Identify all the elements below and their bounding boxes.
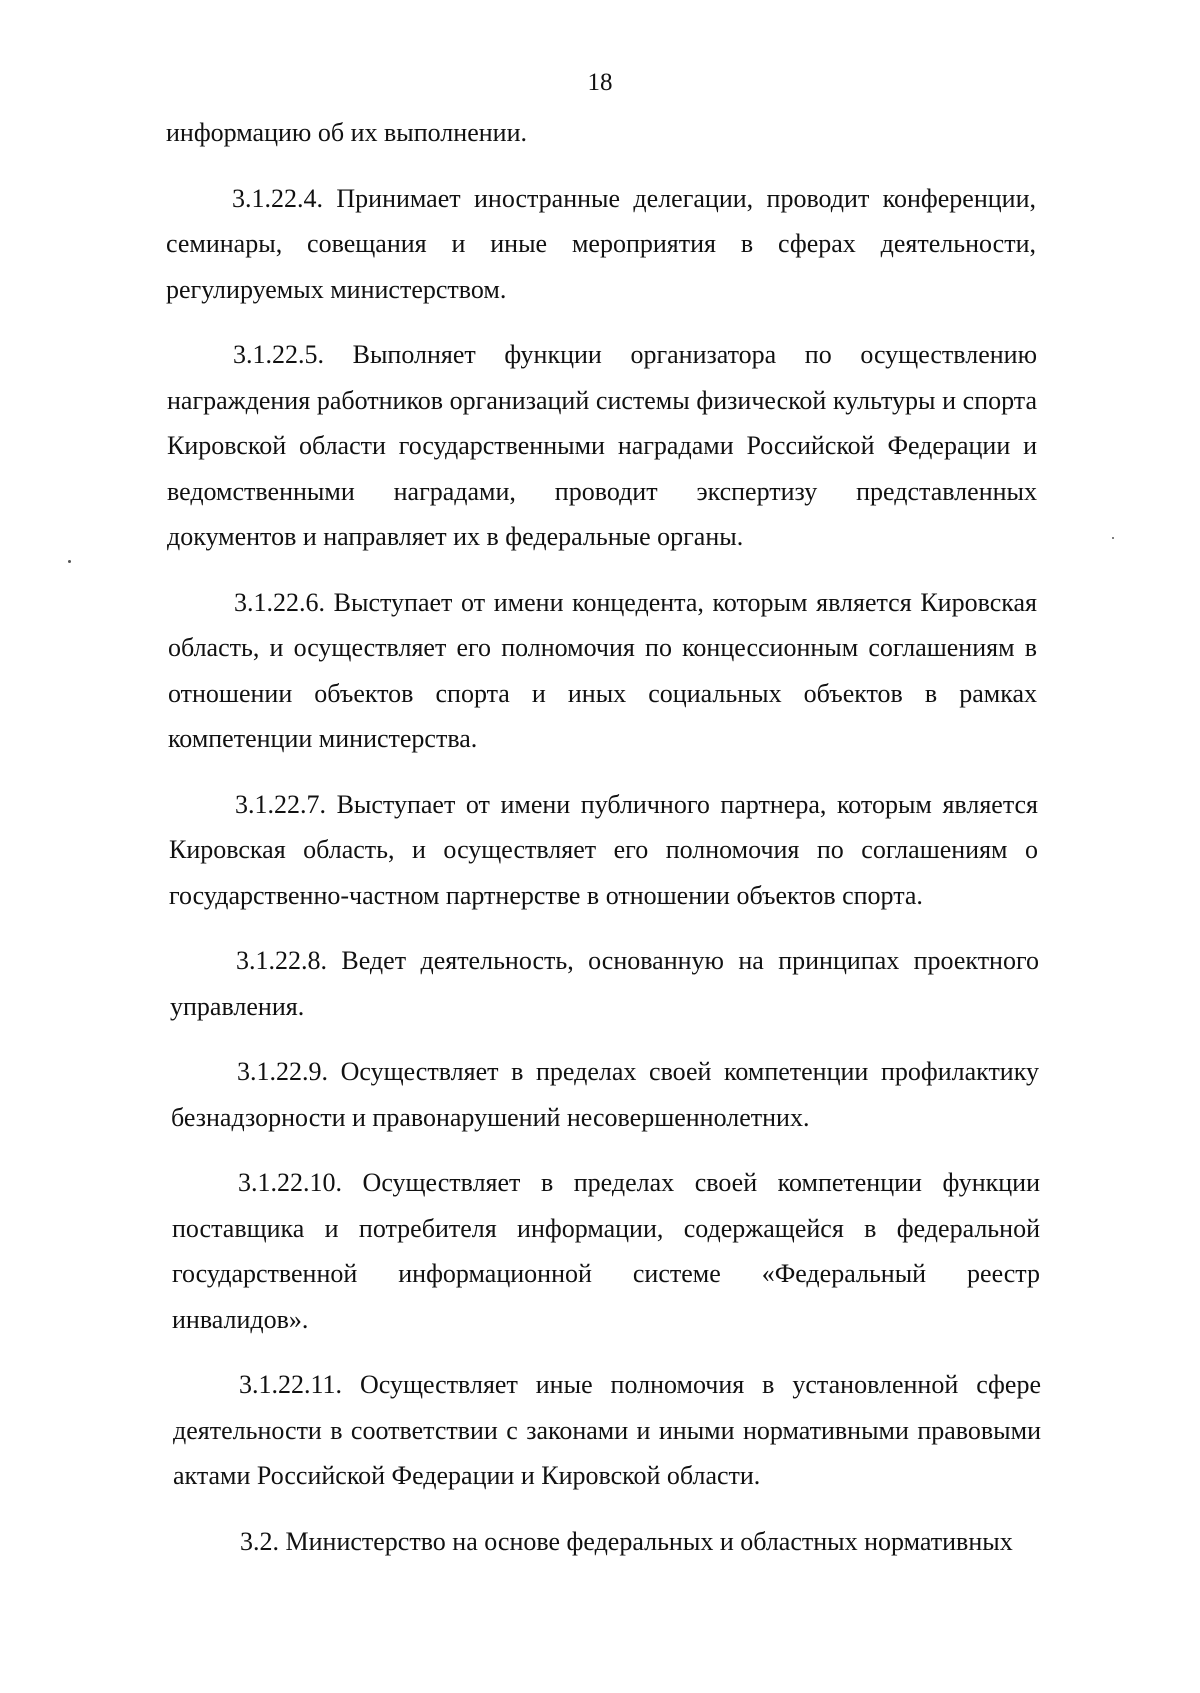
paragraph-3-2: 3.2. Министерство на основе федеральных и областных нормативных [240, 1526, 1013, 1556]
paragraph-3-1-22-4: 3.1.22.4. Принимает иностранные делегации, проводит конференции, семинары, совещания и иные мероприятия в сферах деятельности, регулируемых министерством. [166, 183, 1036, 304]
paragraph-3-1-22-10: 3.1.22.10. Осуществляет в пределах своей компетенции функции поставщика и потребителя информации, содержащейся в федеральной государственной информационной системе «Федеральный реестр инвалидов». [172, 1168, 1040, 1334]
scan-speck [68, 560, 71, 563]
paragraph-3-1-22-5: 3.1.22.5. Выполняет функции организатора по осуществлению награждения работников организаций системы физической культуры и спорта Кировской области государственными наградами Российской Федерации и ведомственными наградами, проводит экспертизу представленных документов и направляет их в федеральные органы. [167, 340, 1037, 551]
paragraph-continuation: информацию об их выполнении. [166, 118, 527, 147]
paragraph-3-1-22-7: 3.1.22.7. Выступает от имени публичного партнера, которым является Кировская область, и осуществляет его полномочия по соглашениям о государственно-частном партнерстве в отношении объектов спорта. [169, 789, 1038, 910]
scan-speck [1112, 537, 1114, 539]
paragraph-3-1-22-11: 3.1.22.11. Осуществляет иные полномочия в установленной сфере деятельности в соответствии с законами и иными нормативными правовыми актами Российской Федерации и Кировской области. [173, 1370, 1041, 1490]
paragraph-3-1-22-8: 3.1.22.8. Ведет деятельность, основанную на принципах проектного управления. [170, 946, 1039, 1021]
document-body [0, 110, 1200, 1564]
page-number: 18 [587, 69, 613, 96]
paragraph-3-1-22-6: 3.1.22.6. Выступает от имени концедента, которым является Кировская область, и осуществляет его полномочия по концессионным соглашениям в отношении объектов спорта и иных социальных объектов в рамках компетенции министерства. [168, 587, 1037, 753]
paragraph-3-1-22-9: 3.1.22.9. Осуществляет в пределах своей компетенции профилактику безнадзорности и правонарушений несовершеннолетних. [171, 1057, 1039, 1132]
